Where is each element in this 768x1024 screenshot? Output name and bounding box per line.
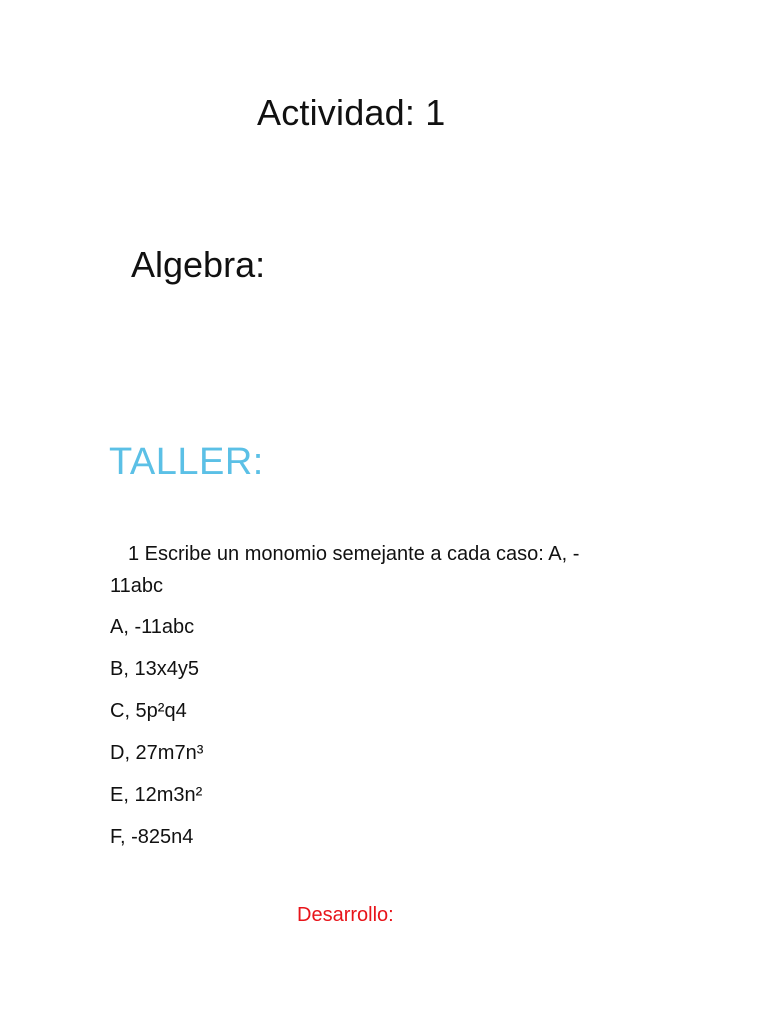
exercise-item-e: E, 12m3n² <box>110 784 203 806</box>
exercise-item-a: A, -11abc <box>110 616 195 638</box>
exercise-item-c: C, 5p²q4 <box>110 700 187 722</box>
exercise-list <box>110 612 203 864</box>
instruction-text <box>110 538 670 602</box>
subject-heading: Algebra: <box>131 244 266 285</box>
exercise-item-b: B, 13x4y5 <box>110 658 199 680</box>
instruction-line-1: 1 Escribe un monomio semejante a cada caso: A, - <box>128 543 580 565</box>
instruction-line-2: 11abc <box>110 575 164 597</box>
development-label: Desarrollo: <box>297 904 394 926</box>
section-heading: TALLER: <box>109 441 264 483</box>
activity-title: Actividad: 1 <box>257 92 446 133</box>
exercise-item-f: F, -825n4 <box>110 826 194 848</box>
exercise-item-d: D, 27m7n³ <box>110 742 204 764</box>
